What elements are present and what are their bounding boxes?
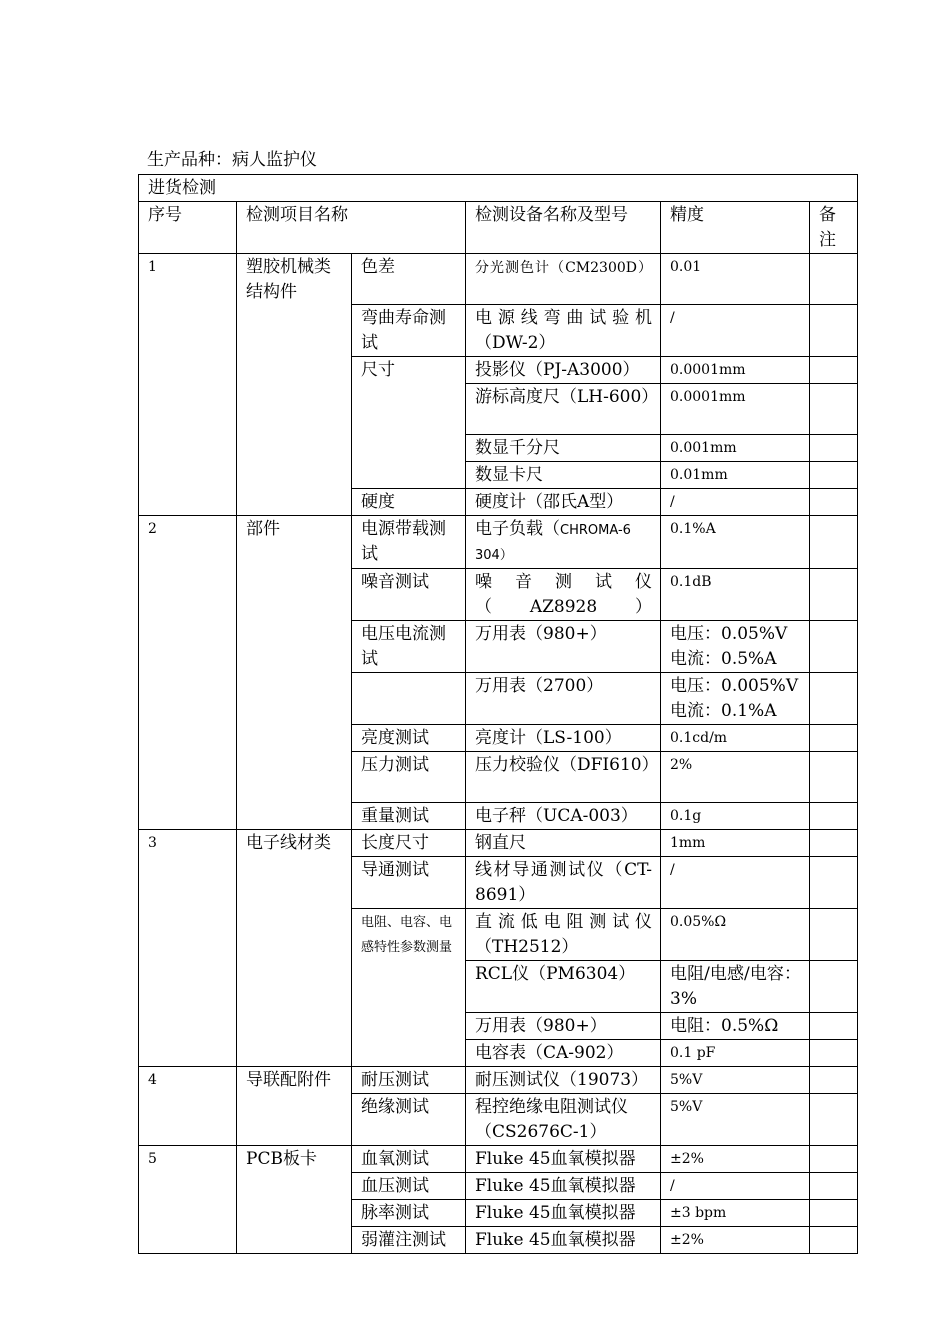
device-model-tail: 304） [475, 548, 513, 563]
device-cell: 亮度计（LS-100） [466, 725, 661, 752]
precision-cell: 0.1 pF [661, 1040, 810, 1067]
precision-cell: 1mm [661, 830, 810, 857]
table-row [139, 830, 858, 857]
device-cell: Fluke 45血氧模拟器 [466, 1173, 661, 1200]
group-category: 电子线材类 [237, 830, 352, 1067]
device-cell: 电子秤（UCA-003） [466, 803, 661, 830]
device-cell: 直流低电阻测试仪（TH2512） [466, 909, 661, 961]
item-cell: 导通测试 [352, 857, 466, 909]
device-cell [466, 254, 661, 305]
group-no: 3 [139, 830, 237, 1067]
group-category: 塑胶机械类结构件 [237, 254, 352, 516]
item-cell: 脉率测试 [352, 1200, 466, 1227]
inspection-table [138, 174, 858, 1254]
item-cell: 耐压测试 [352, 1067, 466, 1094]
item-cell: 噪音测试 [352, 569, 466, 621]
remark-cell [810, 435, 858, 462]
precision-cell: / [661, 1173, 810, 1200]
precision-cell: 0.05%Ω [661, 909, 810, 961]
document-title: 生产品种：病人监护仪 [147, 150, 317, 170]
remark-cell [810, 830, 858, 857]
remark-cell [810, 752, 858, 803]
item-cell: 弱灌注测试 [352, 1227, 466, 1254]
item-cell: 亮度测试 [352, 725, 466, 752]
precision-cell: 5%V [661, 1067, 810, 1094]
remark-cell [810, 621, 858, 673]
precision-cell: / [661, 857, 810, 909]
device-cell: 耐压测试仪（19073） [466, 1067, 661, 1094]
table-row [139, 516, 858, 569]
device-cell: 数显千分尺 [466, 435, 661, 462]
remark-cell [810, 462, 858, 489]
device-cell: 电源线弯曲试验机（DW-2） [466, 305, 661, 357]
precision-cell: 0.01mm [661, 462, 810, 489]
device-cell: 万用表（980+） [466, 1013, 661, 1040]
device-model: CHROMA-6 [560, 523, 631, 538]
precision-cell: 0.01 [661, 254, 810, 305]
precision-cell: ±2% [661, 1146, 810, 1173]
device-text: 分光测色计（CM2300D） [475, 260, 652, 276]
remark-cell [810, 305, 858, 357]
remark-cell [810, 1227, 858, 1254]
remark-cell [810, 725, 858, 752]
item-cell: 血氧测试 [352, 1146, 466, 1173]
precision-cell: 2% [661, 752, 810, 803]
device-cell: Fluke 45血氧模拟器 [466, 1200, 661, 1227]
remark-cell [810, 489, 858, 516]
item-cell: 电阻、电容、电感特性参数测量 [352, 909, 466, 1067]
precision-cell: / [661, 305, 810, 357]
item-cell: 电源带载测试 [352, 516, 466, 569]
device-cell: 投影仪（PJ-A3000） [466, 357, 661, 384]
precision-line: 电流：0.5%A [670, 649, 777, 669]
device-cell: 程控绝缘电阻测试仪（CS2676C-1） [466, 1094, 661, 1146]
precision-line: 电流：0.1%A [670, 701, 777, 721]
item-cell: 血压测试 [352, 1173, 466, 1200]
device-cell: 万用表（2700） [466, 673, 661, 725]
remark-cell [810, 961, 858, 1013]
remark-cell [810, 384, 858, 435]
table-row [139, 1067, 858, 1094]
precision-cell: 5%V [661, 1094, 810, 1146]
group-no: 1 [139, 254, 237, 516]
header-row [139, 202, 858, 254]
remark-cell [810, 1013, 858, 1040]
item-cell: 尺寸 [352, 357, 466, 489]
header-precision: 精度 [661, 202, 810, 254]
remark-cell [810, 673, 858, 725]
precision-cell: 电阻/电感/电容：3% [661, 961, 810, 1013]
table-row [139, 1146, 858, 1173]
item-cell: 压力测试 [352, 752, 466, 803]
group-category: 导联配附件 [237, 1067, 352, 1146]
remark-cell [810, 1067, 858, 1094]
precision-cell: 0.1%A [661, 516, 810, 569]
device-cell: 电容表（CA-902） [466, 1040, 661, 1067]
item-cell: 绝缘测试 [352, 1094, 466, 1146]
precision-cell: 0.001mm [661, 435, 810, 462]
device-cell: 游标高度尺（LH-600） [466, 384, 661, 435]
section-row [139, 175, 858, 202]
item-cell: 弯曲寿命测试 [352, 305, 466, 357]
precision-cell: ±2% [661, 1227, 810, 1254]
precision-cell [661, 673, 810, 725]
precision-cell: 0.1cd/m [661, 725, 810, 752]
precision-cell: 0.1g [661, 803, 810, 830]
table-row [139, 254, 858, 305]
remark-cell [810, 254, 858, 305]
device-cell: Fluke 45血氧模拟器 [466, 1227, 661, 1254]
precision-cell: 0.1dB [661, 569, 810, 621]
precision-cell: 0.0001mm [661, 384, 810, 435]
remark-cell [810, 516, 858, 569]
remark-cell [810, 1040, 858, 1067]
group-category: PCB板卡 [237, 1146, 352, 1254]
group-no: 5 [139, 1146, 237, 1254]
device-cell: 压力校验仪（DFI610） [466, 752, 661, 803]
precision-cell: 电阻：0.5%Ω [661, 1013, 810, 1040]
header-item: 检测项目名称 [237, 202, 466, 254]
group-category: 部件 [237, 516, 352, 830]
item-cell: 色差 [352, 254, 466, 305]
device-cell: Fluke 45血氧模拟器 [466, 1146, 661, 1173]
remark-cell [810, 1200, 858, 1227]
device-cell: 万用表（980+） [466, 621, 661, 673]
device-text: 电子负载（ [475, 519, 560, 539]
item-cell: 重量测试 [352, 803, 466, 830]
remark-cell [810, 909, 858, 961]
precision-cell: / [661, 489, 810, 516]
remark-cell [810, 857, 858, 909]
group-no: 2 [139, 516, 237, 830]
device-cell: 硬度计（邵氏A型） [466, 489, 661, 516]
remark-cell [810, 357, 858, 384]
remark-cell [810, 1173, 858, 1200]
header-no: 序号 [139, 202, 237, 254]
device-cell: 钢直尺 [466, 830, 661, 857]
device-cell: 数显卡尺 [466, 462, 661, 489]
device-cell [466, 516, 661, 569]
remark-cell [810, 803, 858, 830]
precision-cell [661, 621, 810, 673]
precision-cell: ±3 bpm [661, 1200, 810, 1227]
header-remark: 备注 [810, 202, 858, 254]
device-cell: RCL仪（PM6304） [466, 961, 661, 1013]
item-cell: 硬度 [352, 489, 466, 516]
group-no: 4 [139, 1067, 237, 1146]
item-cell: 长度尺寸 [352, 830, 466, 857]
remark-cell [810, 1094, 858, 1146]
section-title: 进货检测 [139, 175, 858, 202]
item-cell: 电压电流测试 [352, 621, 466, 673]
header-device: 检测设备名称及型号 [466, 202, 661, 254]
precision-line: 电压：0.05%V [670, 624, 788, 644]
remark-cell [810, 569, 858, 621]
device-cell: 线材导通测试仪（CT-8691） [466, 857, 661, 909]
device-cell: 噪音测试仪（AZ8928） [466, 569, 661, 621]
item-cell [352, 673, 466, 725]
remark-cell [810, 1146, 858, 1173]
precision-line: 电压：0.005%V [670, 676, 799, 696]
precision-cell: 0.0001mm [661, 357, 810, 384]
